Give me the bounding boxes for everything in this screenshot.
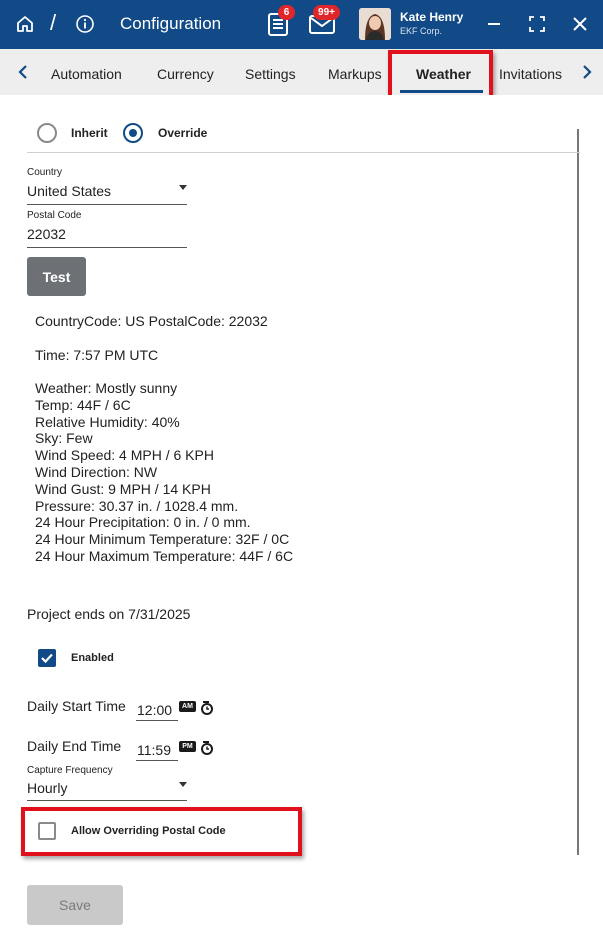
country-select[interactable]: United States — [27, 183, 112, 199]
minimize-icon[interactable] — [482, 12, 506, 36]
page-title: Configuration — [120, 14, 222, 33]
postal-code-label: Postal Code — [27, 210, 82, 221]
user-name: Kate Henry — [400, 10, 464, 24]
breadcrumb-separator: / — [50, 10, 57, 35]
inherit-label: Inherit — [71, 126, 108, 140]
tab-bar — [0, 49, 603, 95]
test-button[interactable]: Test — [27, 257, 86, 296]
weather-detail-line: Relative Humidity: 40% — [35, 413, 180, 430]
weather-details — [35, 380, 293, 565]
expand-icon[interactable] — [525, 12, 549, 36]
project-ends-text: Project ends on 7/31/2025 — [27, 606, 191, 622]
enabled-label: Enabled — [71, 652, 114, 664]
daily-start-time-input[interactable]: 12:00 — [137, 702, 173, 718]
info-icon[interactable] — [74, 13, 96, 35]
capture-frequency-select[interactable]: Hourly — [27, 780, 68, 796]
start-time-underline — [136, 720, 178, 721]
tab-settings[interactable]: Settings — [245, 66, 296, 82]
am-toggle[interactable]: AM — [179, 701, 196, 712]
weather-detail-line: 24 Hour Maximum Temperature: 44F / 6C — [35, 547, 294, 564]
weather-detail-line: Pressure: 30.37 in. / 1028.4 mm. — [35, 497, 239, 514]
weather-detail-line: Weather: Mostly sunny — [35, 380, 178, 396]
chevron-left-icon[interactable] — [13, 62, 33, 82]
capture-frequency-label: Capture Frequency — [27, 765, 113, 776]
tab-currency[interactable]: Currency — [157, 66, 214, 82]
app-header — [0, 0, 603, 49]
save-button[interactable]: Save — [27, 885, 123, 925]
weather-detail-line: 24 Hour Precipitation: 0 in. / 0 mm. — [35, 514, 251, 531]
avatar[interactable] — [359, 8, 391, 40]
tab-invitations[interactable]: Invitations — [499, 66, 563, 82]
mail-badge: 99+ — [313, 5, 340, 20]
home-icon[interactable] — [13, 12, 37, 36]
chevron-right-icon[interactable] — [577, 62, 597, 82]
weather-detail-line: 24 Hour Minimum Temperature: 32F / 0C — [35, 531, 290, 548]
close-icon[interactable] — [568, 12, 592, 36]
daily-end-time-label: Daily End Time — [27, 738, 122, 754]
override-label: Override — [158, 126, 208, 140]
pm-toggle[interactable]: PM — [179, 741, 196, 752]
tab-markups[interactable]: Markups — [328, 66, 382, 82]
weather-detail-line: Wind Gust: 9 MPH / 14 KPH — [35, 480, 211, 497]
clock-icon[interactable] — [199, 700, 215, 716]
user-organization: EKF Corp. — [400, 26, 443, 36]
allow-override-highlight — [21, 807, 302, 856]
weather-detail-line: Wind Speed: 4 MPH / 6 KPH — [35, 447, 214, 464]
divider — [27, 152, 580, 153]
inherit-radio[interactable] — [37, 123, 57, 143]
enabled-checkbox[interactable] — [38, 649, 56, 667]
tab-weather[interactable]: Weather — [416, 66, 471, 82]
allow-overriding-postal-code-label: Allow Overriding Postal Code — [71, 825, 226, 837]
time-text: Time: 7:57 PM UTC — [35, 347, 159, 363]
weather-detail-line: Temp: 44F / 6C — [35, 396, 131, 413]
chevron-down-icon[interactable] — [179, 185, 187, 190]
capture-frequency-underline — [27, 800, 187, 801]
end-time-underline — [136, 760, 178, 761]
daily-end-time-input[interactable]: 11:59 — [137, 742, 171, 758]
location-code-text: CountryCode: US PostalCode: 22032 — [35, 313, 268, 329]
country-underline — [27, 204, 187, 205]
postal-code-underline — [27, 247, 187, 248]
scrollbar[interactable] — [577, 129, 579, 855]
weather-detail-line: Sky: Few — [35, 430, 93, 447]
weather-detail-line: Wind Direction: NW — [35, 463, 158, 480]
override-radio[interactable] — [123, 123, 143, 143]
check-icon — [38, 649, 56, 667]
chevron-down-icon[interactable] — [179, 782, 187, 787]
tasks-badge: 6 — [278, 5, 295, 20]
daily-start-time-label: Daily Start Time — [27, 698, 126, 714]
postal-code-input[interactable]: 22032 — [27, 226, 66, 242]
clock-icon[interactable] — [199, 740, 215, 756]
country-label: Country — [27, 167, 63, 178]
tab-automation[interactable]: Automation — [51, 66, 122, 82]
